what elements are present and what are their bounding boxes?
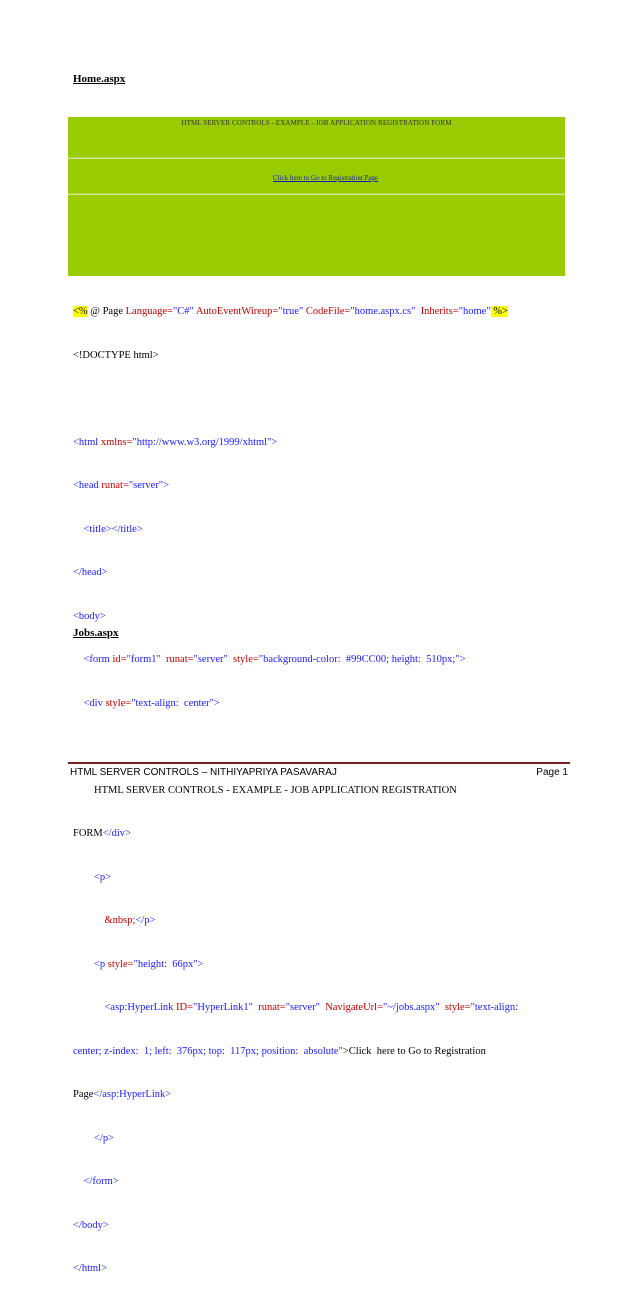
screenshot-rule [68,193,565,195]
heading-home-aspx: Home.aspx [73,73,126,85]
code-line: </html> [73,1263,108,1274]
code-line: <title></title> [73,523,143,535]
page-screenshot [68,109,565,276]
page-number: Page 1 [536,767,568,778]
code-line: Page</asp:HyperLink> [73,1089,172,1100]
code-line: FORM</div> [73,828,131,839]
code-line: <div style="text-align: center"> [73,697,220,709]
code-line: <% @ Page Language="C#" AutoEventWireup="true" CodeFile="home.aspx.cs" Inherits="home" %> [73,306,508,317]
code-line: </head> [73,567,108,578]
code-line: <asp:HyperLink ID="HyperLink1" runat="server" NavigateUrl="~/jobs.aspx" style="text-align: [73,1002,519,1013]
code-line: &nbsp;</p> [73,915,156,926]
code-line: center; z-index: 1; left: 376px; top: 117px; position: absolute">Click here to Go to Registration [73,1045,486,1057]
footer-rule [68,762,570,764]
code-line: </p> [73,1132,115,1144]
code-line: <body> [73,610,106,622]
screenshot-rule [68,157,565,159]
code-listing [73,276,573,1291]
code-line: <p style="height: 66px"> [73,958,204,970]
screenshot-title: HTML SERVER CONTROLS - EXAMPLE - JOB APPLICATION REGISTRATION FORM [181,119,452,127]
footer-title: HTML SERVER CONTROLS – NITHIYAPRIYA PASAVARAJ [70,767,337,778]
code-line: </form> [73,1176,119,1187]
code-line: <html xmlns="http://www.w3.org/1999/xhtml"> [73,436,278,448]
code-line: <form id="form1" runat="server" style="background-color: #99CC00; height: 510px;"> [73,654,466,665]
code-line: HTML SERVER CONTROLS - EXAMPLE - JOB APPLICATION REGISTRATION [73,784,457,796]
code-line: </body> [73,1219,109,1231]
screenshot-link[interactable]: Click here to Go to Registration Page [273,174,378,182]
code-line: <!DOCTYPE html> [73,349,159,361]
code-line: <head runat="server"> [73,480,170,491]
code-line: <p> [73,871,112,883]
screenshot-top-strip [68,109,565,117]
code-line-blank [73,740,573,755]
heading-jobs-aspx: Jobs.aspx [73,627,119,639]
code-line-blank [73,392,573,407]
